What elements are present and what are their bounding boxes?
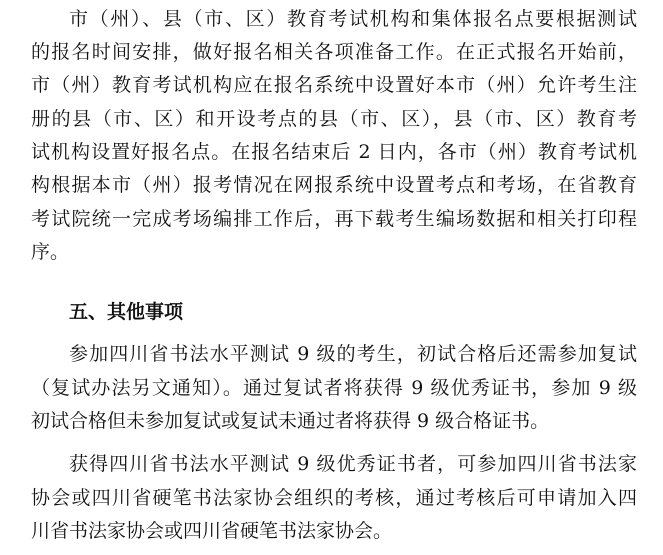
paragraph-1-line-2: 的报名时间安排，做好报名相关各项准备工作。在正式报名开始前，: [31, 41, 637, 63]
paragraph-2-line-1: 参加四川省书法水平测试 9 级的考生，初试合格后还需参加复试: [69, 343, 637, 365]
paragraph-1-line-3: 市（州）教育考试机构应在报名系统中设置好本市（州）允许考生注: [31, 74, 637, 96]
paragraph-3-line-2: 协会或四川省硬笔书法家协会组织的考核，通过考核后可申请加入四: [31, 487, 637, 509]
paragraph-2-line-2: （复试办法另文通知）。通过复试者将获得 9 级优秀证书，参加 9 级: [31, 377, 637, 399]
paragraph-1-line-7: 考试院统一完成考场编排工作后，再下载考生编场数据和相关打印程: [31, 208, 637, 230]
paragraph-3-line-3: 川省书法家协会或四川省硬笔书法家协会。: [31, 520, 393, 542]
paragraph-1-line-8: 序。: [31, 241, 70, 263]
paragraph-1-line-5: 试机构设置好报名点。在报名结束后 2 日内，各市（州）教育考试机: [31, 141, 637, 163]
paragraph-1-line-6: 构根据本市（州）报考情况在网报系统中设置考点和考场，在省教育: [31, 174, 637, 196]
section-heading: 五、其他事项: [69, 301, 184, 323]
paragraph-2-line-3: 初试合格但未参加复试或复试未通过者将获得 9 级合格证书。: [31, 410, 550, 432]
paragraph-3-line-1: 获得四川省书法水平测试 9 级优秀证书者，可参加四川省书法家: [69, 453, 637, 475]
paragraph-1-line-1: 市（州）、县（市、区）教育考试机构和集体报名点要根据测试: [69, 8, 637, 30]
paragraph-1-line-4: 册的县（市、区）和开设考点的县（市、区），县（市、区）教育考: [31, 108, 637, 130]
